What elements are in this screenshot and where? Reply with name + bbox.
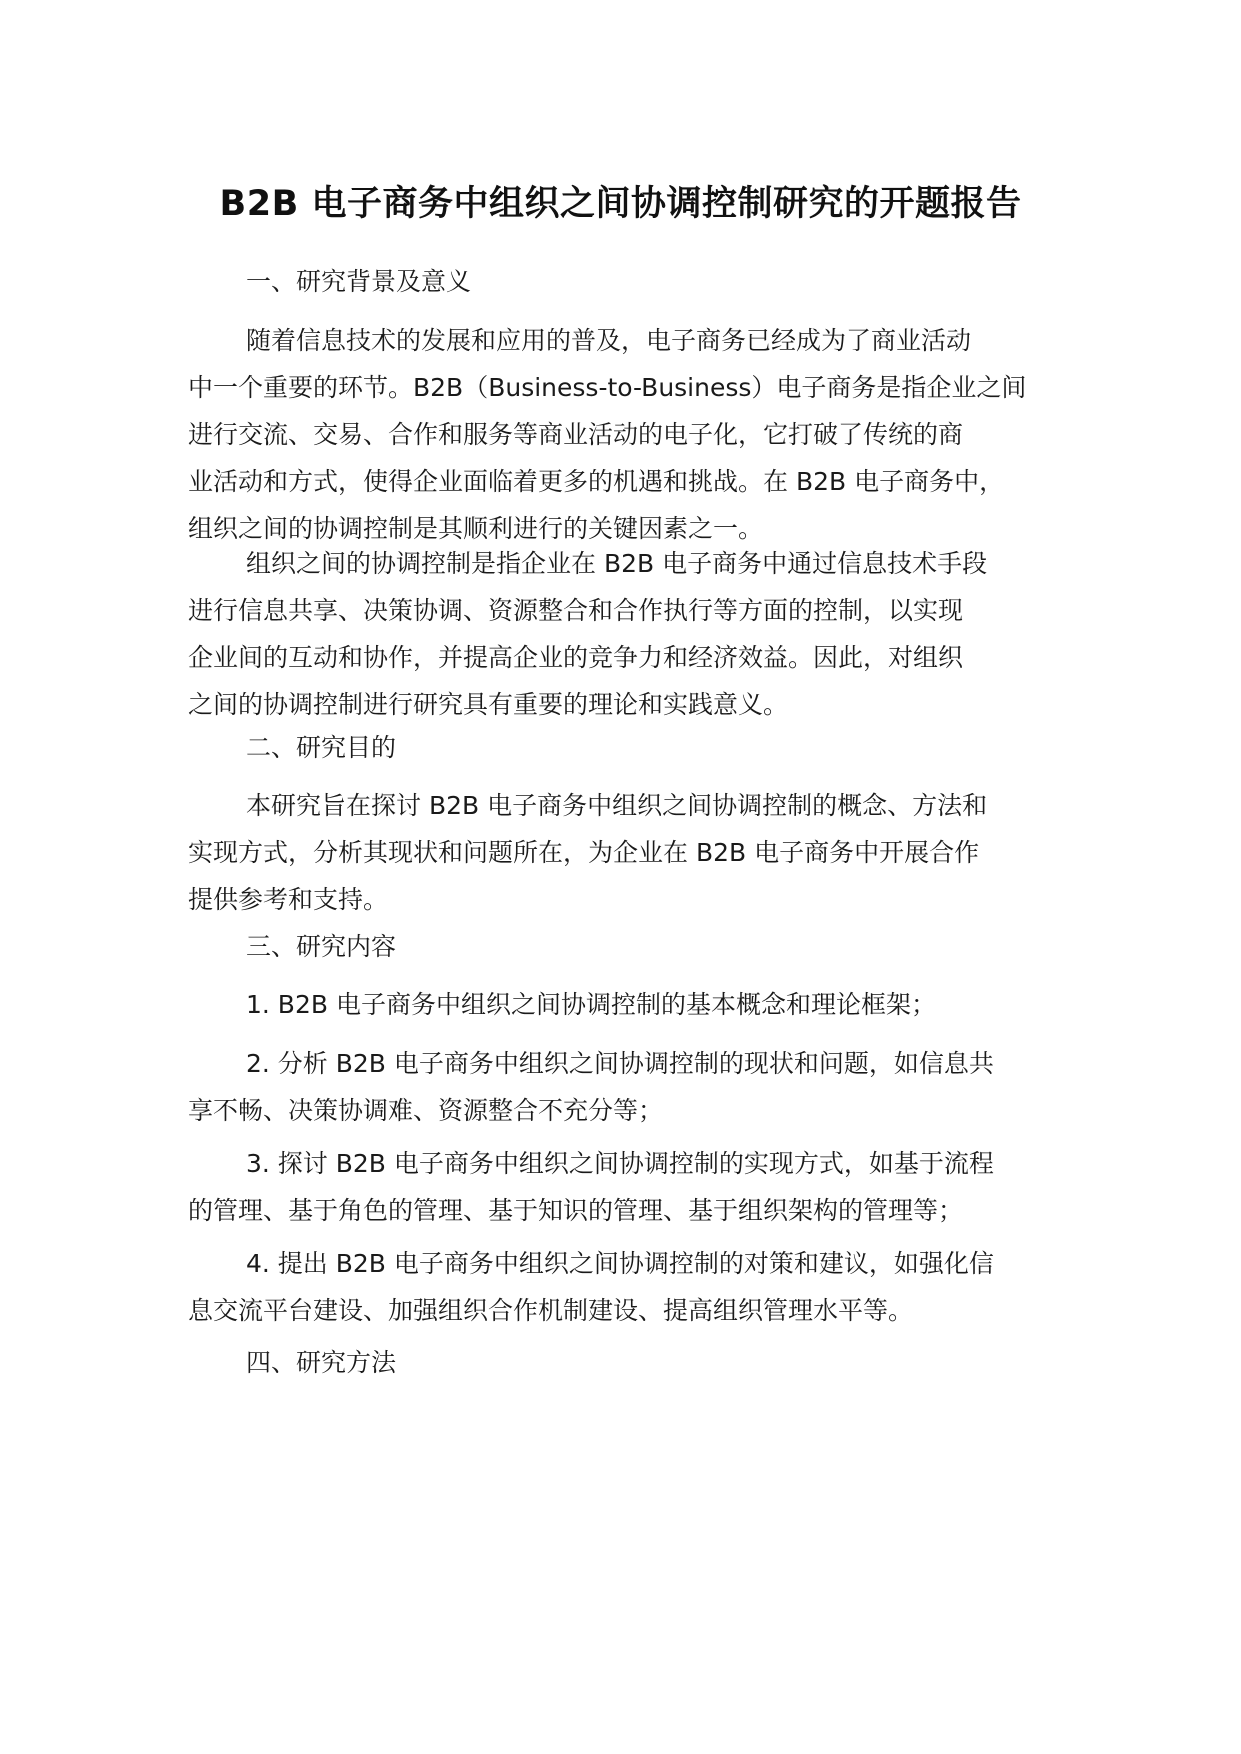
section-heading-background: 一、研究背景及意义	[246, 267, 472, 296]
paragraph-line: 之间的协调控制进行研究具有重要的理论和实践意义。	[188, 690, 789, 719]
paragraph-line: 组织之间的协调控制是其顺利进行的关键因素之一。	[188, 514, 764, 543]
paragraph-line: 4. 提出 B2B 电子商务中组织之间协调控制的对策和建议，如强化信	[246, 1249, 994, 1278]
section-heading-method: 四、研究方法	[246, 1348, 397, 1377]
list-item-4	[188, 1240, 1083, 1334]
list-item-2	[188, 1040, 1083, 1134]
paragraph-line: 提供参考和支持。	[188, 885, 389, 914]
paragraph-line: 2. 分析 B2B 电子商务中组织之间协调控制的现状和问题，如信息共	[246, 1049, 994, 1078]
paragraph-purpose	[188, 782, 1083, 923]
paragraph-line: 享不畅、决策协调难、资源整合不充分等；	[188, 1096, 664, 1125]
page-title: B2B 电子商务中组织之间协调控制研究的开题报告	[219, 184, 1022, 224]
paragraph-line: 1. B2B 电子商务中组织之间协调控制的基本概念和理论框架；	[246, 990, 936, 1019]
section-heading-content: 三、研究内容	[246, 932, 397, 961]
paragraph-line: 本研究旨在探讨 B2B 电子商务中组织之间协调控制的概念、方法和	[246, 791, 988, 820]
paragraph-line: 实现方式，分析其现状和问题所在，为企业在 B2B 电子商务中开展合作	[188, 838, 980, 867]
paragraph-line: 的管理、基于角色的管理、基于知识的管理、基于组织架构的管理等；	[188, 1196, 964, 1225]
paragraph-line: 进行信息共享、决策协调、资源整合和合作执行等方面的控制，以实现	[188, 596, 964, 625]
list-item-1	[188, 981, 1083, 1028]
section-heading-purpose: 二、研究目的	[246, 733, 397, 762]
paragraph-line: 业活动和方式，使得企业面临着更多的机遇和挑战。在 B2B 电子商务中，	[188, 467, 1005, 496]
paragraph-line: 3. 探讨 B2B 电子商务中组织之间协调控制的实现方式，如基于流程	[246, 1149, 994, 1178]
paragraph-line: 企业间的互动和协作，并提高企业的竞争力和经济效益。因此，对组织	[188, 643, 964, 672]
paragraph-line: 组织之间的协调控制是指企业在 B2B 电子商务中通过信息技术手段	[246, 549, 988, 578]
paragraph-line: 中一个重要的环节。B2B（Business-to-Business）电子商务是指企业之间	[188, 373, 1027, 402]
paragraph-background-1	[188, 317, 1083, 552]
paragraph-background-2	[188, 540, 1083, 728]
paragraph-line: 进行交流、交易、合作和服务等商业活动的电子化，它打破了传统的商	[188, 420, 964, 449]
paragraph-line: 随着信息技术的发展和应用的普及，电子商务已经成为了商业活动	[246, 326, 972, 355]
list-item-3	[188, 1140, 1083, 1234]
paragraph-line: 息交流平台建设、加强组织合作机制建设、提高组织管理水平等。	[188, 1296, 914, 1325]
